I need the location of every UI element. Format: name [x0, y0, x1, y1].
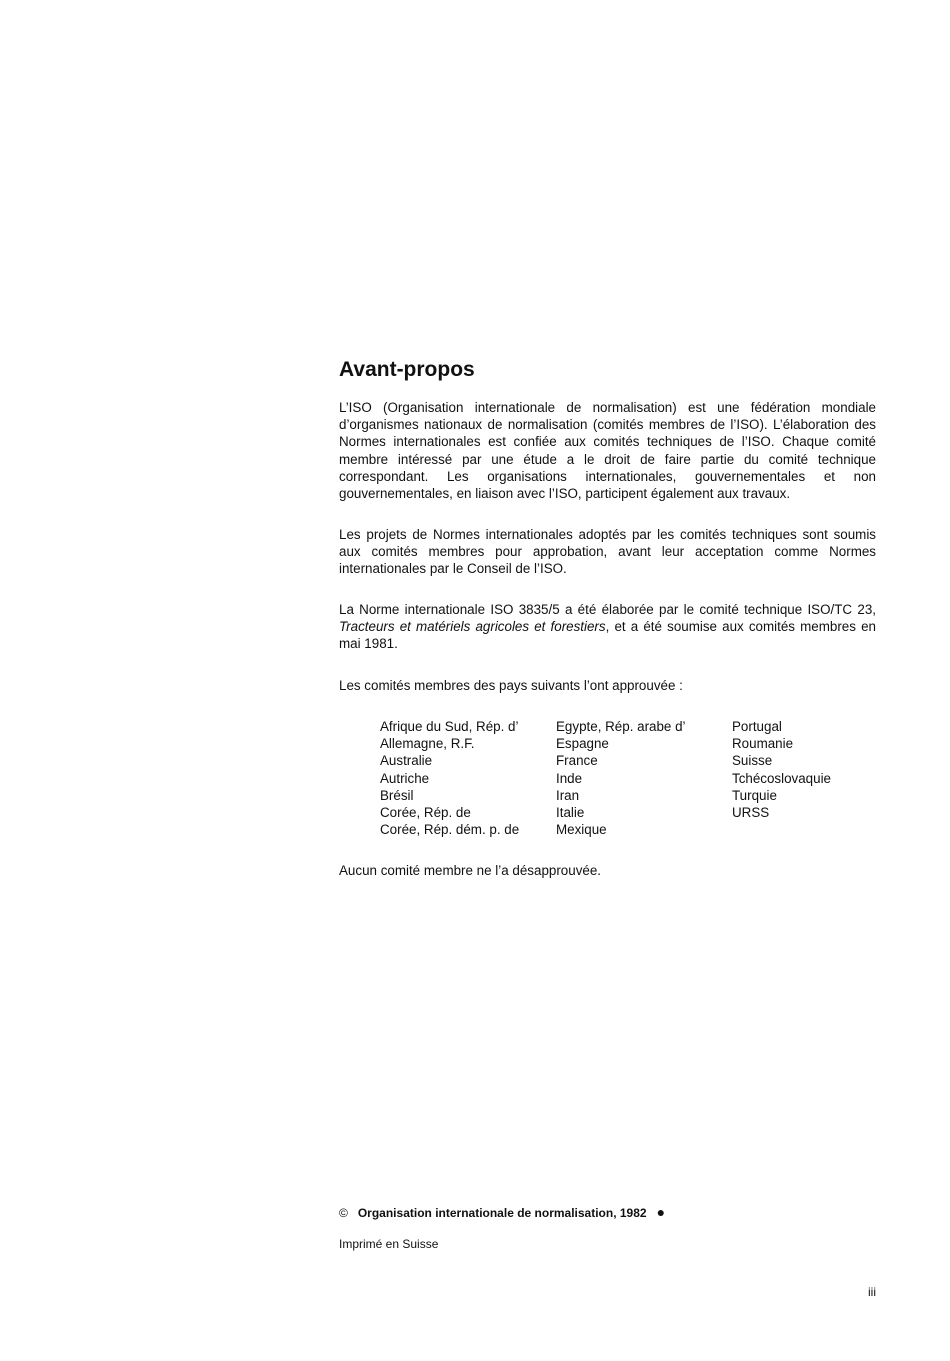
- country-item: Turquie: [732, 787, 777, 803]
- page-title: Avant-propos: [339, 358, 475, 381]
- standard-text-start: La Norme internationale ISO 3835/5 a été élaborée par le comité technique ISO/TC 23,: [339, 602, 876, 617]
- page-number: iii: [868, 1285, 876, 1299]
- foreword-paragraph-standard: [339, 601, 876, 653]
- committee-title: Tracteurs et matériels agricoles et forestiers: [339, 619, 606, 635]
- country-column-2: [556, 718, 736, 838]
- country-item: Suisse: [732, 753, 773, 769]
- country-item: Brésil: [380, 787, 414, 803]
- country-item: Afrique du Sud, Rép. d’: [380, 719, 519, 734]
- copyright-icon: ©: [339, 1206, 348, 1220]
- country-item: URSS: [732, 805, 770, 821]
- country-item: Italie: [556, 805, 585, 821]
- country-item: Roumanie: [732, 736, 794, 752]
- country-item: Australie: [380, 753, 433, 769]
- country-item: Allemagne, R.F.: [380, 736, 475, 752]
- country-item: France: [556, 753, 598, 769]
- copyright-text: Organisation internationale de normalisation, 1982: [357, 1206, 647, 1220]
- foreword-paragraph-iso: L’ISO (Organisation internationale de normalisation) est une fédération mondiale d’organismes nationaux de normalisation (comités membres de l’ISO). L’élaboration des Normes internationales est confiée aux comités techniques de l’ISO. Chaque comité membre intéressé par une étude a le droit de faire partie du comité technique correspondant. Les organisations internationales, gouvernementales et non gouvernementales, en liaison avec l’ISO, participent également aux travaux.: [339, 400, 876, 502]
- country-item: Corée, Rép. de: [380, 805, 471, 821]
- bullet-icon: ●: [656, 1204, 666, 1220]
- country-column-1: [380, 718, 560, 838]
- foreword-paragraph-approval: Les projets de Normes internationales adoptés par les comités techniques sont soumis aux comités membres pour approbation, avant leur acceptation comme Normes internationales par le Conseil de l’ISO.: [339, 527, 876, 577]
- country-item: Portugal: [732, 719, 782, 734]
- country-item: Tchécoslovaquie: [732, 770, 832, 786]
- country-item: Autriche: [380, 770, 430, 786]
- printed-in: Imprimé en Suisse: [339, 1237, 439, 1251]
- disapproval-statement: Aucun comité membre ne l’a désapprouvée.: [339, 863, 602, 878]
- country-item: Espagne: [556, 736, 609, 752]
- approval-intro: Les comités membres des pays suivants l’ont approuvée :: [339, 678, 683, 693]
- country-item: Inde: [556, 770, 583, 786]
- country-item: Mexique: [556, 822, 607, 838]
- country-item: Corée, Rép. dém. p. de: [380, 822, 520, 838]
- country-item: Iran: [556, 787, 580, 803]
- standard-text-end: , et a été soumise aux comités membres en mai 1981.: [339, 619, 876, 652]
- country-column-3: [732, 718, 912, 821]
- copyright-line: [339, 1204, 665, 1220]
- country-item: Egypte, Rép. arabe d’: [556, 719, 686, 734]
